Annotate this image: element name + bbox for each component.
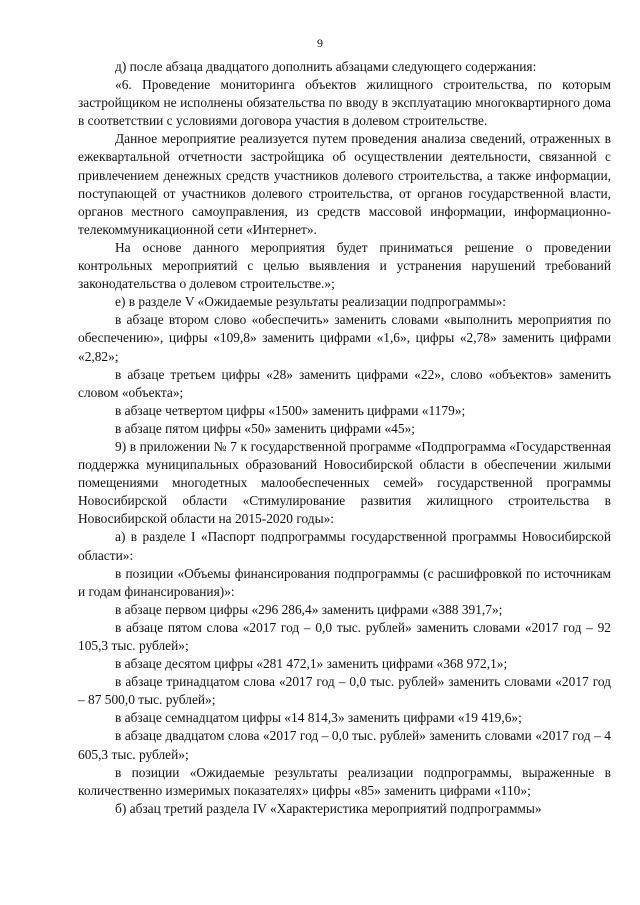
paragraph: е) в разделе V «Ожидаемые результаты реализации подпрограммы»: [115,294,506,310]
paragraph: б) абзац третий раздела IV «Характеристика мероприятий подпрограммы» [115,800,542,816]
paragraph: в абзаце десятом цифры «281 472,1» заменить цифрами «368 972,1»; [115,656,508,672]
paragraph: в абзаце тринадцатом слова «2017 год – 0,0 тыс. рублей» заменить словами «2017 год – 87 500,0 тыс. рублей»; [78,674,611,708]
document-body [78,58,611,818]
paragraph: в абзаце первом цифры «296 286,4» заменить цифрами «388 391,7»; [115,601,503,617]
paragraph: в абзаце пятом цифры «50» заменить цифрами «45»; [115,420,415,436]
paragraph: На основе данного мероприятия будет приниматься решение о проведении контрольных мероприятий с целью выявления и устранения нарушений требований законодательства о долевом строительстве.»; [78,239,611,292]
paragraph: в позиции «Объемы финансирования подпрограммы (с расшифровкой по источникам и годам финансирования)»: [78,565,611,599]
paragraph: 9) в приложении № 7 к государственной программе «Подпрограмма «Государственная поддержка муниципальных образований Новосибирской области в обеспечении жилыми помещениями многодетных малообеспеченных семей» государственной программы Новосибирской области «Стимулирование развития жилищного строительства в Новосибирской области на 2015-2020 годы»: [78,438,611,527]
paragraph: «6. Проведение мониторинга объектов жилищного строительства, по которым застройщиком не исполнены обязательства по вводу в эксплуатацию многоквартирного дома в соответствии с условиями договора участия в долевом строительстве. [78,77,611,129]
paragraph: в абзаце пятом слова «2017 год – 0,0 тыс. рублей» заменить словами «2017 год – 92 105,3 тыс. рублей»; [78,619,611,653]
paragraph: в абзаце четвертом цифры «1500» заменить цифрами «1179»; [115,402,466,418]
paragraph: в абзаце семнадцатом цифры «14 814,3» заменить цифрами «19 419,6»; [115,710,522,726]
paragraph: Данное мероприятие реализуется путем проведения анализа сведений, отраженных в ежеквартальной отчетности застройщика об осуществлении деятельности, связанной с привлечением денежных средств участников долевого строительства, а также информации, поступающей от участников долевого строительства, от органов государственной власти, органов местного самоуправления, из средств массовой информации, информационно-телекоммуникационной сети «Интернет». [78,131,611,237]
paragraph: д) после абзаца двадцатого дополнить абзацами следующего содержания: [115,59,537,74]
paragraph: а) в разделе I «Паспорт подпрограммы государственной программы Новосибирской области»: [78,529,611,563]
paragraph: в абзаце втором слово «обеспечить» заменить словами «выполнить мероприятия по обеспечению», цифры «109,8» заменить цифрами «1,6», цифры «2,78» заменить цифрами «2,82»; [78,312,611,364]
paragraph: в абзаце двадцатом слова «2017 год – 0,0 тыс. рублей» заменить словами «2017 год – 4 605,3 тыс. рублей»; [78,728,611,762]
paragraph: в позиции «Ожидаемые результаты реализации подпрограммы, выраженные в количественно измеримых показателях» цифры «85» заменить цифрами «110»; [78,764,611,798]
paragraph: в абзаце третьем цифры «28» заменить цифрами «22», слово «объектов» заменить словом «объекта»; [78,366,611,400]
page-number: 9 [317,36,323,50]
